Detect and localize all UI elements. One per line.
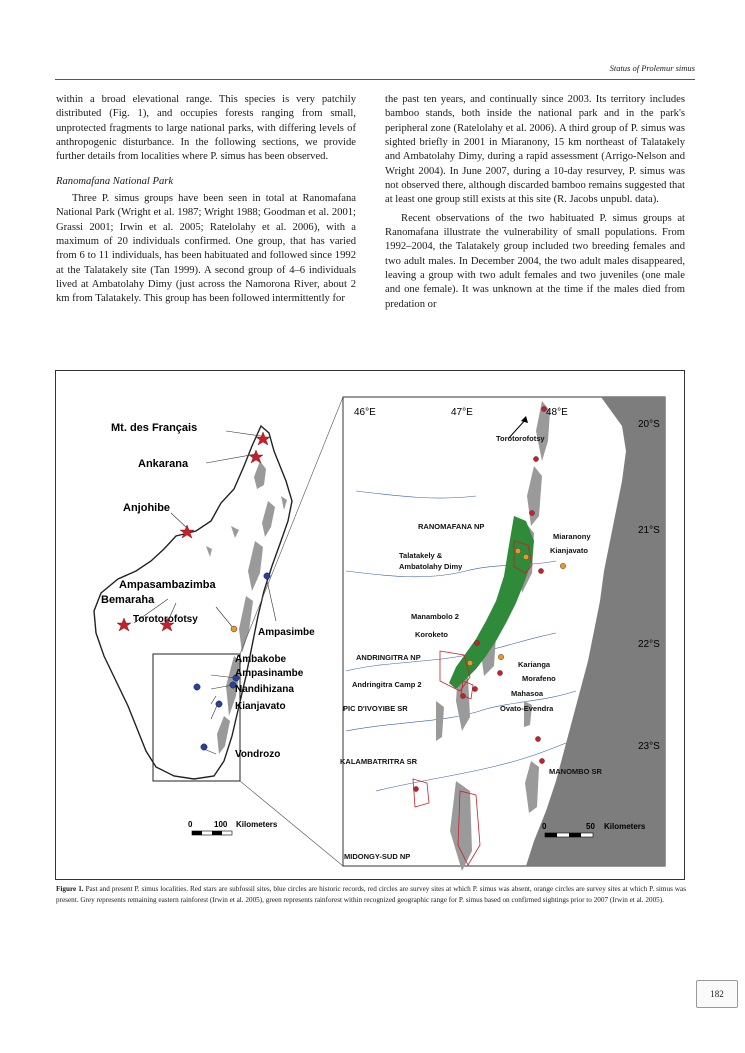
label-torotorofotsy-left: Torotorofotsy — [133, 614, 198, 625]
label-mahasoa: Mahasoa — [511, 689, 544, 698]
left-scale-100: 100 — [214, 820, 228, 829]
left-map — [94, 397, 343, 866]
label-manambolo: Manambolo 2 — [411, 612, 459, 621]
label-23s: 23°S — [638, 741, 660, 752]
right-map — [340, 397, 665, 871]
label-bemaraha: Bemaraha — [101, 594, 155, 606]
label-ampasimbe: Ampasimbe — [258, 627, 315, 638]
label-kalambatritra: KALAMBATRITRA SR — [340, 757, 418, 766]
left-scale-0: 0 — [188, 820, 193, 829]
label-morafeno: Morafeno — [522, 674, 556, 683]
label-midongy: MIDONGY-SUD NP — [344, 852, 411, 861]
label-ambatolahy: Ambatolahy Dimy — [399, 562, 463, 571]
label-talatakely: Talatakely & — [399, 551, 443, 560]
label-karianga: Karianga — [518, 660, 551, 669]
figure-1 — [55, 370, 685, 880]
label-kianjavato-left: Kianjavato — [235, 701, 286, 712]
label-koroketo: Koroketo — [415, 630, 448, 639]
left-paragraph-1: within a broad elevational range. This species is very patchily distributed (Fig. 1), and occupies forests ranging from small, unprotected fragments to large national parks, with differing levels of anthropogenic disturbance. In the following sections, we provide further details from localities where P. simus has been observed. — [56, 94, 356, 163]
label-47e: 47°E — [451, 407, 473, 418]
label-48e: 48°E — [546, 407, 568, 418]
label-vondrozo: Vondrozo — [235, 749, 281, 760]
label-pic-divoyibe: PIC D'IVOYIBE SR — [343, 704, 408, 713]
running-head-species: Prolemur simus — [641, 63, 695, 73]
figure-maps — [56, 371, 684, 879]
right-scale-50: 50 — [586, 822, 595, 831]
label-20s: 20°S — [638, 419, 660, 430]
label-torotorofotsy-right: Torotorofotsy — [496, 434, 545, 443]
left-paragraph-2: Three P. simus groups have been seen in total at Ranomafana National Park (Wright et al. 1987; Wright 1988; Goodman et al. 2001; Grassi 2001; Irwin et al. 2005; Ratelolahy et al. 2006), with a maximum of 20 individuals confirmed. One group, that has varied from 6 to 11 individuals, has been habituated and followed since 1992 at the Talatakely site (Tan 1999). A second group of 4–6 individuals lived at Ambatolahy Dimy (just across the Namorona River, about 2 km from Talatakely. This group has been followed intermittently for — [56, 193, 356, 305]
right-text-column — [385, 93, 685, 312]
figure-caption-text: Past and present P. simus localities. Red stars are subfossil sites, blue circles are historic records, red circles are survey sites at which P. simus was absent, orange circles are survey sites at which P. simus was present. Grey represents remaining eastern rainforest (Irwin et al. 2005), green represents rainforest within recognized geographic range for P. simus based on confirmed sightings prior to 2007 (Irwin et al. 2005). — [56, 885, 687, 905]
label-21s: 21°S — [638, 525, 660, 536]
label-ankarana: Ankarana — [138, 458, 189, 470]
left-scale-unit: Kilometers — [236, 820, 278, 829]
page-number: 182 — [696, 980, 738, 1008]
right-scale-unit: Kilometers — [604, 822, 646, 831]
label-ovato-evendra: Ovato-Evendra — [500, 704, 554, 713]
right-scale-0: 0 — [542, 822, 547, 831]
label-22s: 22°S — [638, 639, 660, 650]
label-andringitra-camp: Andringitra Camp 2 — [352, 680, 422, 689]
label-andringitra: ANDRINGITRA NP — [356, 653, 421, 662]
header-rule — [55, 79, 695, 80]
figure-caption-label: Figure 1. — [56, 885, 84, 893]
label-nandihizana: Nandihizana — [235, 684, 294, 695]
right-paragraph-1: the past ten years, and continually since 2003. Its territory includes bamboo stands, both inside the national park and in the park's peripheral zone (Ratelolahy et al. 2006). A third group of P. simus was sighted briefly in 2001 in Miaranony, 15 km northeast of Talatakely and Ambatolahy Dimy, during a rapid assessment (Arrigo-Nelson and Wright 2004). In June 2007, during a 10-day resurvey, P. simus was not observed there, although discarded bamboo remains suggested that at least one group still exists at this site (R. Jacobs unpubl. data). — [385, 94, 685, 206]
label-ranomafana: RANOMAFANA NP — [418, 522, 485, 531]
label-ambakobe: Ambakobe — [235, 654, 287, 665]
label-ampasinambe: Ampasinambe — [235, 668, 304, 679]
left-scale-bar — [188, 820, 278, 835]
label-manombo: MANOMBO SR — [549, 767, 602, 776]
label-mt-des-francais: Mt. des Français — [111, 422, 198, 434]
label-46e: 46°E — [354, 407, 376, 418]
running-head — [610, 63, 695, 73]
label-anjohibe: Anjohibe — [123, 502, 171, 514]
right-paragraph-2: Recent observations of the two habituated P. simus groups at Ranomafana illustrate the vulnerability of small populations. From 1992–2004, the Talatakely group included two breeding females and two adult males. In December 2004, the two adult males disappeared, leaving a group with two adult females and two juveniles (one male and one female). It was unknown at the time if the males died from predation or — [385, 212, 685, 310]
torotorofotsy-present-circle — [231, 626, 237, 632]
figure-caption — [56, 884, 686, 906]
section-heading-ranomafana: Ranomafana National Park — [56, 175, 174, 187]
label-ampasambazimba: Ampasambazimba — [119, 579, 216, 591]
label-miaranony: Miaranony — [553, 532, 591, 541]
label-kianjavato-right: Kianjavato — [550, 546, 588, 555]
left-text-column — [56, 93, 356, 307]
running-head-prefix: Status of — [609, 63, 642, 73]
